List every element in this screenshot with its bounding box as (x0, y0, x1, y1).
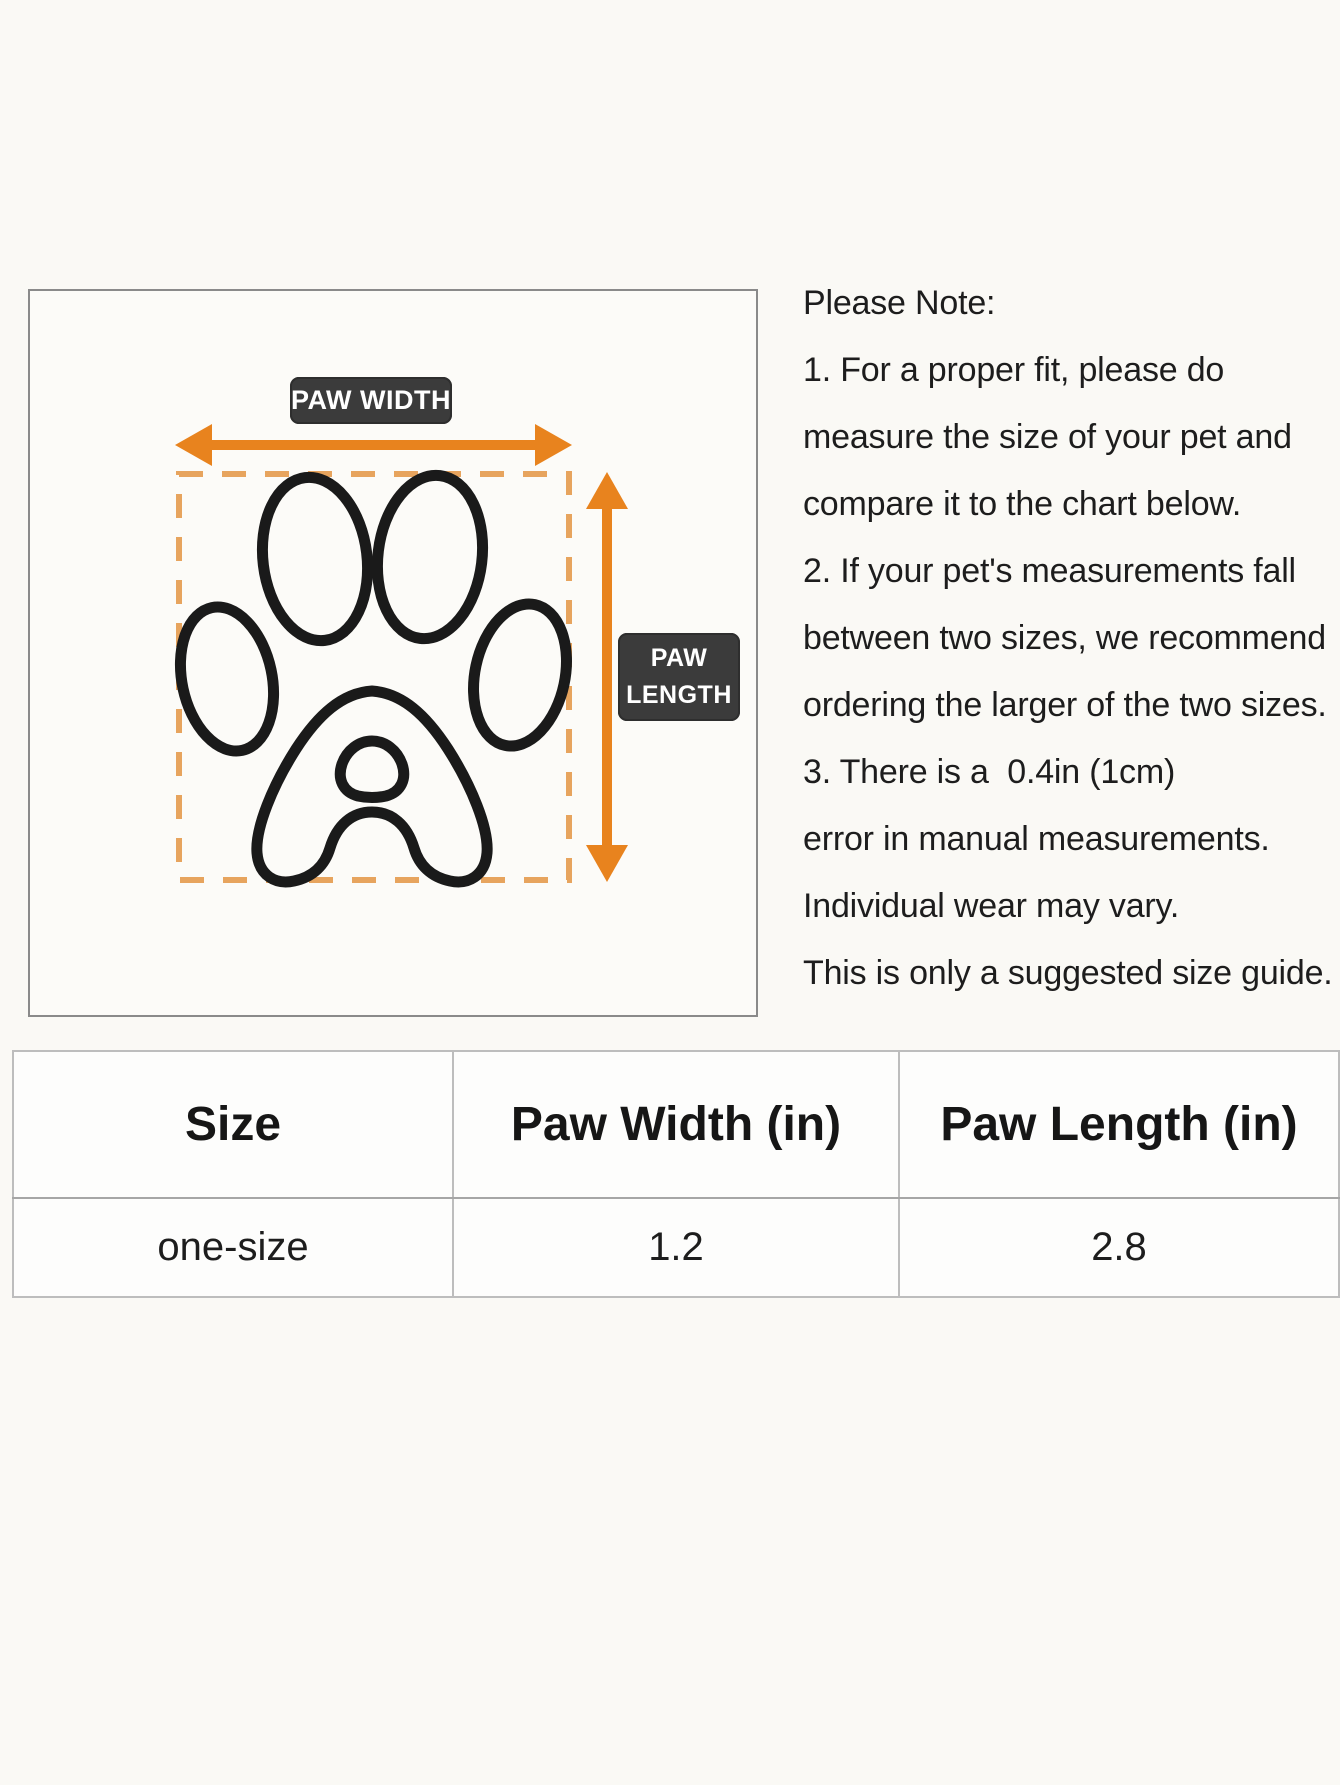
size-table-row (13, 1198, 1339, 1297)
note-line: ordering the larger of the two sizes. (803, 686, 1327, 724)
note-line: 3. There is a 0.4in (1cm) (803, 753, 1176, 791)
note-line: 1. For a proper fit, please do (803, 351, 1225, 389)
note-line: measure the size of your pet and (803, 418, 1292, 456)
note-line: Individual wear may vary. (803, 887, 1180, 925)
paw-length-label-chip (618, 633, 740, 721)
note-line: between two sizes, we recommend (803, 619, 1326, 657)
note-line: Please Note: (803, 284, 996, 322)
paw-width-column-header: Paw Width (in) (453, 1051, 899, 1198)
paw-print-icon (168, 469, 579, 882)
paw-length-label-line2: LENGTH (626, 681, 732, 709)
paw-measure-diagram-box (28, 289, 758, 1017)
size-value-cell: one-size (13, 1198, 453, 1297)
paw-length-label-line1: PAW (650, 644, 708, 672)
paw-width-value-cell: 1.2 (453, 1198, 899, 1297)
paw-width-arrow-icon (175, 424, 572, 466)
size-table (12, 1050, 1340, 1298)
note-line: This is only a suggested size guide. (803, 954, 1333, 992)
size-table-header-row (13, 1051, 1339, 1198)
paw-width-label-chip (290, 377, 452, 424)
note-line: compare it to the chart below. (803, 485, 1242, 523)
paw-length-value-cell: 2.8 (899, 1198, 1339, 1297)
paw-width-label: PAW WIDTH (291, 385, 451, 415)
note-line: 2. If your pet's measurements fall (803, 552, 1296, 590)
notes-block (803, 270, 1340, 1007)
paw-length-column-header: Paw Length (in) (899, 1051, 1339, 1198)
size-column-header: Size (13, 1051, 453, 1198)
note-line: error in manual measurements. (803, 820, 1270, 858)
